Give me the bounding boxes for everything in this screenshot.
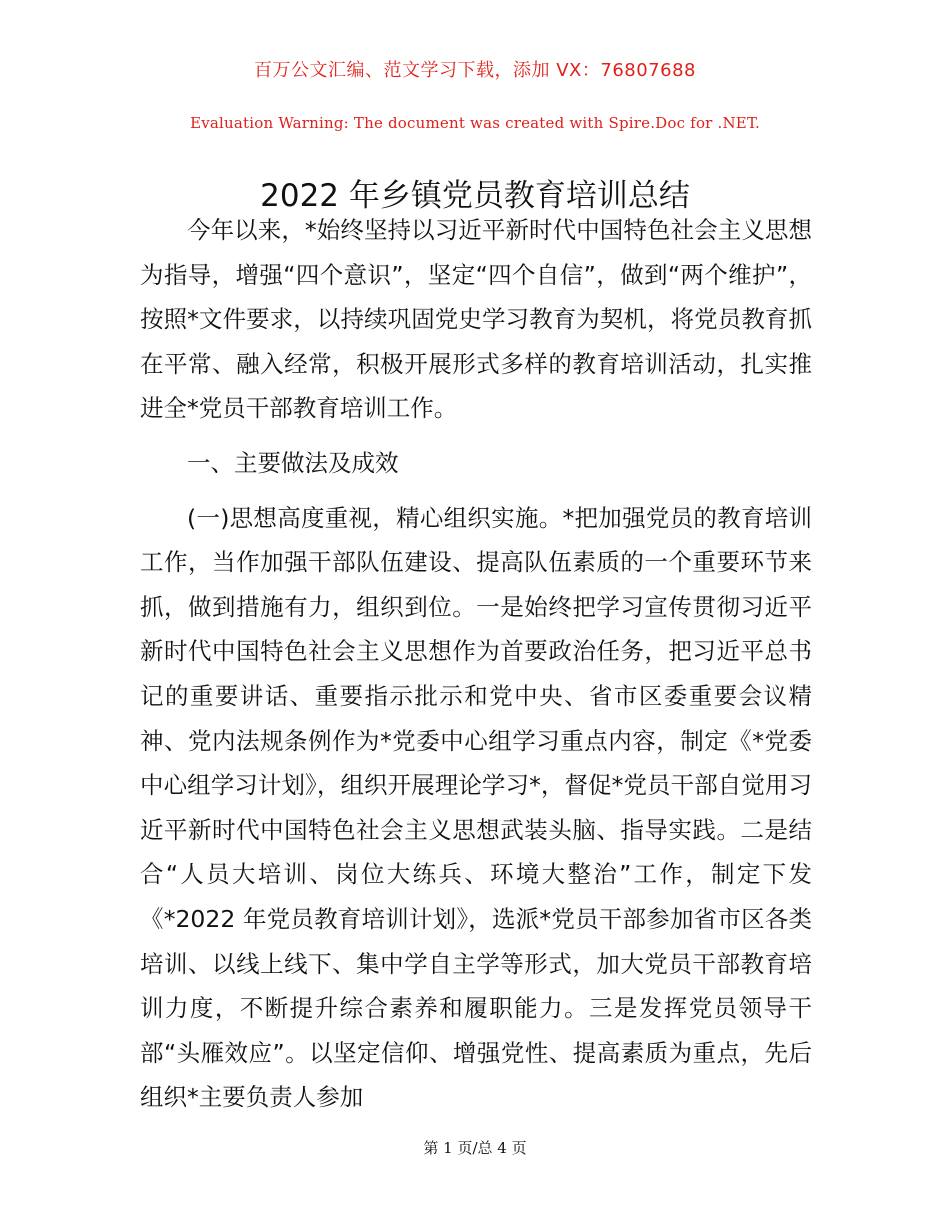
paragraph-intro: 今年以来，*始终坚持以习近平新时代中国特色社会主义思想为指导，增强“四个意识”，坚定“四个自信”，做到“两个维护”，按照*文件要求，以持续巩固党史学习教育为契机，将党员教育抓在平常、融入经常，积极开展形式多样的教育培训活动，扎实推进全*党员干部教育培训工作。 (140, 216, 812, 423)
paragraph-section-1: (一)思想高度重视，精心组织实施。*把加强党员的教育培训工作，当作加强干部队伍建设、提高队伍素质的一个重要环节来抓，做到措施有力，组织到位。一是始终把学习宣传贯彻习近平新时代中国特色社会主义思想作为首要政治任务，把习近平总书记的重要讲话、重要指示批示和党中央、省市区委重要会议精神、党内法规条例作为*党委中心组学习重点内容，制定《*党委中心组学习计划》，组织开展理论学习*，督促*党员干部自觉用习近平新时代中国特色社会主义思想武装头脑、指导实践。二是结合“人员大培训、岗位大练兵、环境大整治”工作，制定下发《*2022 年党员教育培训计划》，选派*党员干部参加省市区各类培训、以线上线下、集中学自主学等形式，加大党员干部教育培训力度，不断提升综合素养和履职能力。三是发挥党员领导干部“头雁效应”。以坚定信仰、增强党性、提高素质为重点，先后组织*主要负责人参加 (140, 503, 812, 1112)
section-heading: 一、主要做法及成效 (187, 448, 399, 477)
document-body (140, 208, 812, 1130)
document-title: 2022 年乡镇党员教育培训总结 (260, 177, 690, 214)
page-indicator: 第 1 页/总 4 页 (423, 1139, 527, 1157)
evaluation-warning: Evaluation Warning: The document was created with Spire.Doc for .NET. (190, 114, 760, 132)
header-banner: 百万公文汇编、范文学习下载，添加 VX：76807688 (254, 60, 696, 81)
